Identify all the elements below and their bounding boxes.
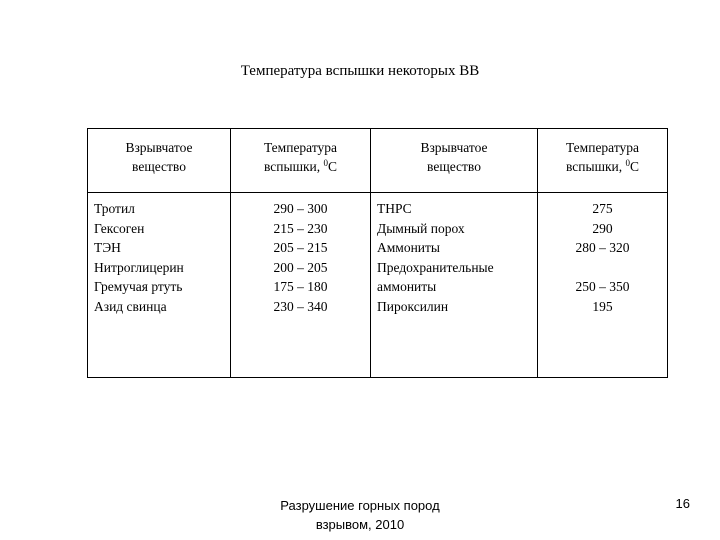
temperature-value: 290 – 300: [273, 201, 328, 216]
header-text: вспышки,: [565, 159, 626, 174]
header-line: Температура: [565, 140, 640, 155]
right-temperature-cell: [538, 193, 668, 378]
left-temperature-cell: [231, 193, 371, 378]
substance-item: Азид свинца: [94, 298, 167, 314]
substance-item: ТНРС: [377, 201, 412, 216]
header-line: вещество: [132, 159, 186, 174]
header-line: [542, 157, 663, 176]
table-header-row: [88, 129, 668, 193]
temperature-value: 200 – 205: [273, 259, 328, 275]
temperature-value: 195: [592, 298, 613, 314]
slide-footer: [250, 496, 470, 534]
header-substance-left: [88, 129, 231, 193]
temperature-value: 280 – 320: [575, 240, 630, 255]
header-unit: С: [630, 159, 640, 174]
temperature-value: 275: [592, 201, 613, 216]
left-substance-cell: [88, 193, 231, 378]
slide-title: Температура вспышки некоторых ВВ: [240, 63, 480, 79]
temperature-value-empty: [544, 258, 661, 278]
substance-item: Гремучая ртуть: [94, 279, 183, 294]
substance-item: Предохранительные: [377, 259, 494, 275]
substance-item: ТЭН: [94, 240, 121, 255]
flash-temperature-table: [87, 128, 668, 378]
header-text: вспышки,: [263, 159, 324, 174]
header-line: Взрывчатое: [420, 140, 488, 155]
temperature-value: 250 – 350: [575, 279, 630, 294]
substance-item: Аммониты: [377, 240, 441, 255]
page-number: 16: [675, 496, 690, 511]
temperature-value: 205 – 215: [273, 240, 328, 255]
substance-item: Дымный порох: [377, 220, 465, 236]
temperature-value: 175 – 180: [273, 279, 328, 294]
header-temperature-right: [538, 129, 668, 193]
temperature-value: 215 – 230: [273, 220, 328, 236]
substance-item: Гексоген: [94, 220, 145, 236]
footer-line: Разрушение горных пород: [280, 498, 440, 513]
footer-line: взрывом, 2010: [315, 517, 405, 532]
substance-item: аммониты: [377, 279, 437, 294]
degree-mark: 0: [323, 158, 328, 168]
header-line: Взрывчатое: [125, 140, 193, 155]
substance-item: Тротил: [94, 201, 135, 216]
header-line: Температура: [263, 140, 338, 155]
substance-item: Нитроглицерин: [94, 259, 184, 275]
table-body-row: [88, 193, 668, 378]
temperature-value: 230 – 340: [273, 298, 328, 314]
temperature-value: 290: [592, 220, 613, 236]
header-unit: С: [328, 159, 338, 174]
substance-item: Пироксилин: [377, 298, 449, 314]
right-substance-cell: [371, 193, 538, 378]
header-line: вещество: [427, 159, 481, 174]
header-temperature-left: [231, 129, 371, 193]
header-substance-right: [371, 129, 538, 193]
degree-mark: 0: [625, 158, 630, 168]
header-line: [235, 157, 366, 176]
